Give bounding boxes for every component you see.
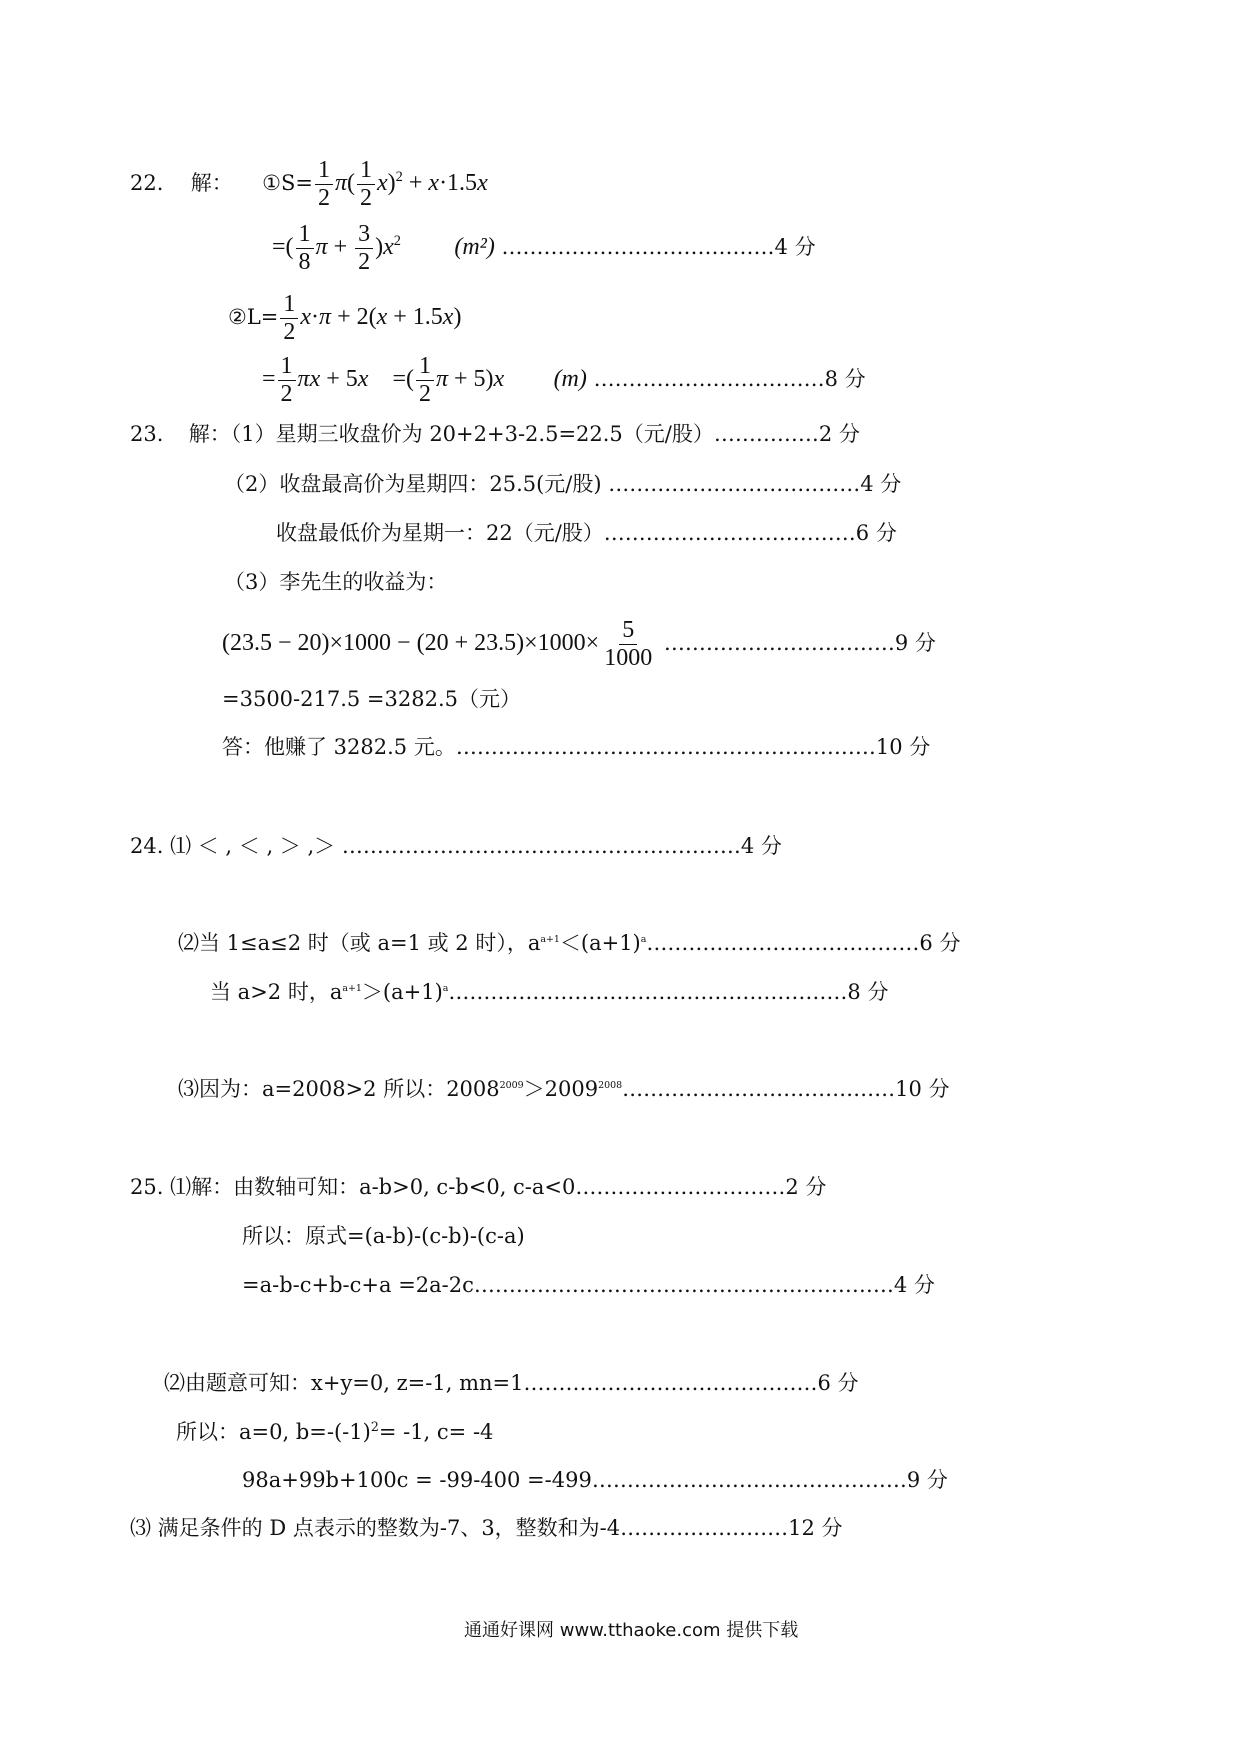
q24-case2-a: 当 a>2 时，a: [210, 980, 343, 1004]
q25-part1: 25. ⑴解：由数轴可知：a-b>0, c-b<0, c-a<0…………………………2 分: [130, 1175, 827, 1199]
q23-part3: （3）李先生的收益为：: [224, 570, 448, 594]
q22-label: 解：: [190, 171, 233, 196]
q25-part2-rest: = -1, c= -4: [378, 1420, 494, 1444]
q24-score-6: …………………………………6 分: [646, 931, 961, 955]
q24-part2-b: ＜(a+1): [559, 931, 641, 955]
q22-area-unit: (m²): [454, 234, 495, 261]
q25-part2: ⑵由题意可知：x+y=0, z=-1, mn=1……………………………………6 分: [164, 1371, 859, 1395]
q24-part2-exp2: a: [640, 934, 647, 945]
q24-case2-exp1: a+1: [342, 983, 362, 994]
q24-part1: 24. ⑴ ＜ , ＜ , ＞ ,＞ …………………………………………………4 分: [130, 834, 782, 858]
q23-number: 23.: [130, 422, 164, 446]
q23-part2: （2）收盘最高价为星期四：25.5(元/股) ………………………………4 分: [224, 472, 902, 496]
q23-result: =3500-217.5 =3282.5（元）: [222, 687, 522, 711]
q24-part3-exp1: 2009: [499, 1080, 524, 1091]
q22-line4: [262, 354, 866, 407]
q24-part3-exp2: 2008: [598, 1080, 623, 1091]
q23-part2-low: 收盘最低价为星期一：22（元/股）………………………………6 分: [276, 521, 897, 545]
q22-score-8: ……………………………8 分: [593, 367, 866, 392]
q24-score-8: …………………………………………………8 分: [448, 980, 889, 1004]
q23-answer: 答：他赚了 3282.5 元。……………………………………………………10 分: [222, 735, 931, 759]
footer-text: 通通好课网 www.tthaoke.com 提供下载: [464, 1620, 799, 1641]
q22-line3: [228, 292, 461, 345]
q22-score-4: …………………………………4 分: [501, 235, 816, 260]
q24-part3-b: ＞2009: [523, 1077, 599, 1101]
q24-part2-case2: [210, 982, 888, 1003]
q24-case2-exp2: a: [442, 983, 449, 994]
q24-part3-a: ⑶因为：a=2008>2 所以：2008: [178, 1077, 500, 1101]
q25-part1-step2: 所以：原式=(a-b)-(c-b)-(c-a): [242, 1224, 525, 1248]
q22-length-unit: (m): [553, 366, 587, 393]
q22-line2: [272, 222, 816, 275]
q24-score-10: …………………………………10 分: [622, 1077, 950, 1101]
q25-part2-step2: [176, 1419, 494, 1444]
q23-fraction: $\frac{5}{1000}$: [604, 617, 653, 672]
q23-expression: (23.5 − 20)×1000 − (20 + 23.5)×1000×: [222, 630, 600, 657]
q22-s-formula: $\frac{1}{2}$ π( $\frac{1}{2}$ x)$^2$ + x·1.5x: [313, 170, 488, 196]
q22-l-prefix: ②L=: [228, 305, 279, 330]
q25-part2-step3: 98a+99b+100c = -99-400 =-499………………………………………9 分: [242, 1468, 948, 1492]
q22-number: 22.: [130, 171, 164, 196]
q25-part1-step3: =a-b-c+b-c+a =2a-2c……………………………………………………4 分: [242, 1273, 935, 1297]
q24-part2-a: ⑵当 1≤a≤2 时（或 a=1 或 2 时），a: [178, 931, 541, 955]
q23-line1: [130, 424, 860, 445]
q22-s-prefix: ①S=: [262, 171, 313, 196]
q23-score-9: ……………………………9 分: [663, 631, 936, 656]
q24-part2: [178, 933, 960, 954]
q22-l-formula: $\frac{1}{2}$ x·π + 2(x + 1.5x): [278, 304, 461, 330]
q25-part2-exp: 2: [370, 1419, 379, 1434]
q24-part3: [178, 1079, 950, 1100]
q23-part1: 解：（1）星期三收盘价为 20+2+3-2.5=22.5（元/股）……………2 分: [188, 422, 860, 446]
q25-part2-b-value: 所以：a=0, b=-(-1): [176, 1420, 371, 1444]
q24-case2-b: ＞(a+1): [361, 980, 443, 1004]
q23-part3-expr-line: [222, 618, 936, 671]
q22-s-simplified: =( $\frac{1}{8}$ π + $\frac{3}{2}$ )$x^2$: [272, 221, 401, 276]
q22-line1: [130, 158, 488, 211]
q22-l-simplified: = $\frac{1}{2}$ πx + 5x =( $\frac{1}{2}$ π + 5)x: [262, 353, 505, 408]
q25-part3: ⑶ 满足条件的 D 点表示的整数为-7、3，整数和为-4……………………12 分: [130, 1516, 843, 1540]
q24-part2-exp1: a+1: [540, 934, 560, 945]
